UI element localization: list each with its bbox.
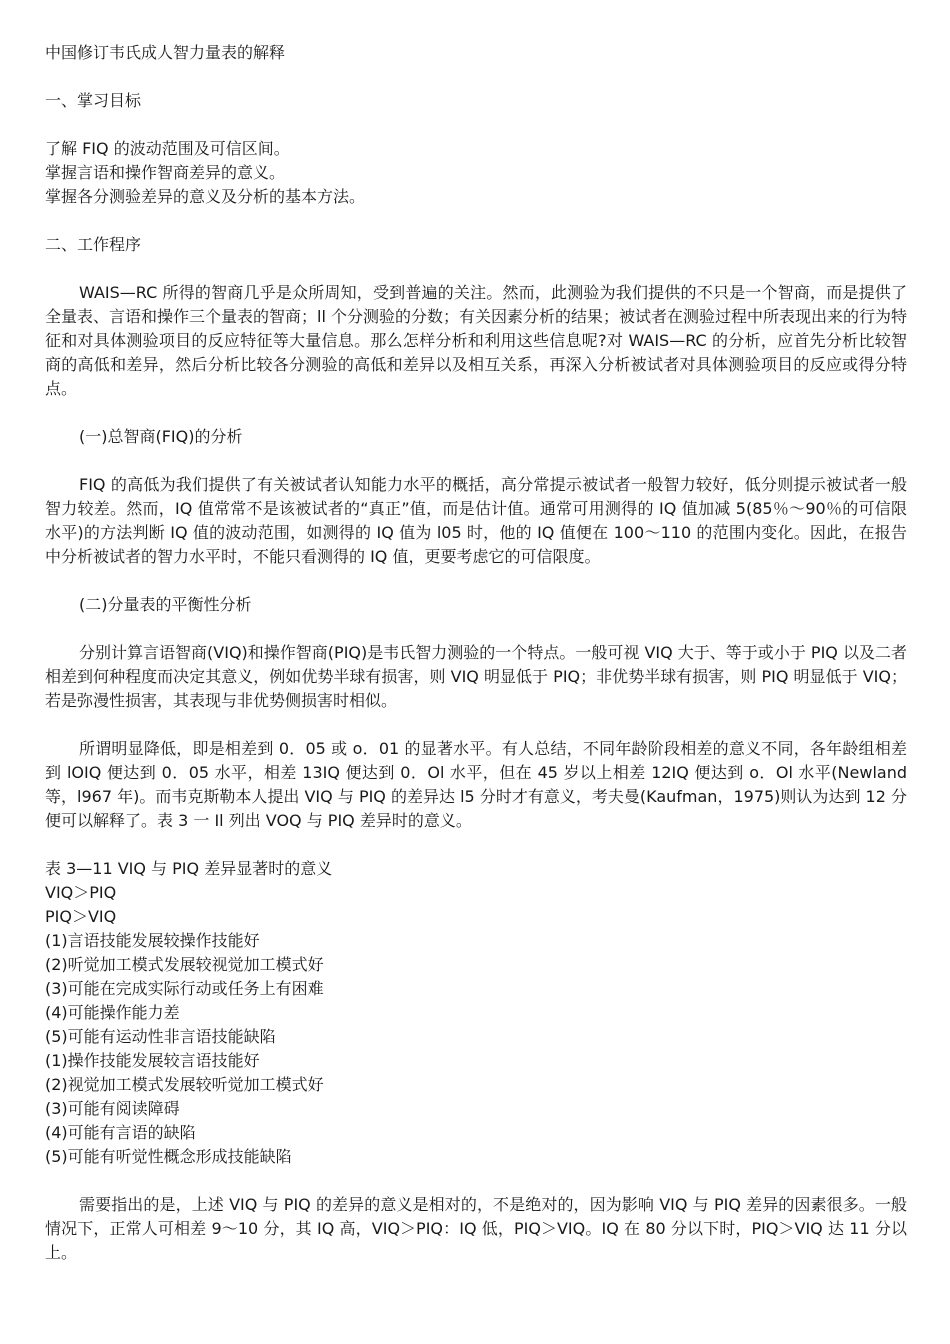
goals-heading: 一、掌习目标 bbox=[45, 91, 142, 110]
procedure-heading: 二、工作程序 bbox=[45, 235, 142, 254]
document-page bbox=[45, 41, 907, 1265]
table-col1-header: VIQ＞PIQ bbox=[45, 883, 117, 902]
table-cell: (3)可能有阅读障碍 bbox=[45, 1099, 180, 1118]
goal-item: 掌握各分测验差异的意义及分析的基本方法。 bbox=[45, 187, 366, 206]
fiq-subheading: (一)总智商(FIQ)的分析 bbox=[79, 427, 243, 446]
balance-subheading: (二)分量表的平衡性分析 bbox=[79, 595, 252, 614]
table-cell: (2)听觉加工模式发展较视觉加工模式好 bbox=[45, 955, 324, 974]
table-cell: (1)言语技能发展较操作技能好 bbox=[45, 931, 260, 950]
table-cell: (3)可能在完成实际行动或任务上有困难 bbox=[45, 979, 324, 998]
fiq-paragraph: FIQ 的高低为我们提供了有关被试者认知能力水平的概括，高分常提示被试者一般智力较好，低分则提示被试者一般智力较差。然而，IQ 值常常不是该被试者的“真正”值，而是估计值。通常可用测得的 IQ 值加减 5(85％～90％的可信限水平)的方法判断 IQ 值的波动范围，如测得的 IQ 值为 l05 时，他的 IQ 值便在 100～110 的范围内变化。因此，在报告中分析被试者的智力水平时，不能只看测得的 IQ 值，更要考虑它的可信限度。 bbox=[45, 475, 907, 566]
table-cell: (5)可能有听觉性概念形成技能缺陷 bbox=[45, 1147, 292, 1166]
balance-paragraph-1: 分别计算言语智商(VIQ)和操作智商(PIQ)是韦氏智力测验的一个特点。一般可视 VIQ 大于、等于或小于 PIQ 以及二者相差到何种程度而决定其意义，例如优势半球有损害，则 VIQ 明显低于 PIQ；非优势半球有损害，则 PIQ 明显低于 VIQ；若是弥漫性损害，其表现与非优势侧损害时相似。 bbox=[45, 643, 907, 710]
goal-item: 掌握言语和操作智商差异的意义。 bbox=[45, 163, 286, 182]
table-col2-header: PIQ＞VIQ bbox=[45, 907, 117, 926]
procedure-intro-paragraph: WAIS—RC 所得的智商几乎是众所周知，受到普遍的关注。然而，此测验为我们提供的不只是一个智商，而是提供了全量表、言语和操作三个量表的智商；ll 个分测验的分数；有关因素分析的结果；被试者在测验过程中所表现出来的行为特征和对具体测验项目的反应特征等大量信息。那么怎样分析和利用这些信息呢?对 WAIS—RC 的分析，应首先分析比较智商的高低和差异，然后分析比较各分测验的高低和差异以及相互关系，再深入分析被试者对具体测验项目的反应或得分特点。 bbox=[45, 283, 907, 398]
goal-item: 了解 FIQ 的波动范围及可信区间。 bbox=[45, 139, 290, 158]
comparison-table bbox=[45, 857, 907, 1169]
table-cell: (5)可能有运动性非言语技能缺陷 bbox=[45, 1027, 276, 1046]
document-title: 中国修订韦氏成人智力量表的解释 bbox=[45, 43, 286, 62]
table-cell: (1)操作技能发展较言语技能好 bbox=[45, 1051, 260, 1070]
table-cell: (4)可能操作能力差 bbox=[45, 1003, 180, 1022]
table-caption: 表 3—11 VIQ 与 PIQ 差异显著时的意义 bbox=[45, 859, 333, 878]
table-cell: (2)视觉加工模式发展较听觉加工模式好 bbox=[45, 1075, 324, 1094]
conclusion-paragraph: 需要指出的是，上述 VIQ 与 PIQ 的差异的意义是相对的，不是绝对的，因为影响 VIQ 与 PIQ 差异的因素很多。一般情况下，正常人可相差 9～10 分，其 IQ 高，VIQ＞PIQ：IQ 低，PIQ＞VIQ。IQ 在 80 分以下时，PIQ＞VIQ 达 11 分以上。 bbox=[45, 1195, 907, 1262]
table-cell: (4)可能有言语的缺陷 bbox=[45, 1123, 196, 1142]
balance-paragraph-2: 所谓明显降低，即是相差到 0．05 或 o．01 的显著水平。有人总结，不同年龄阶段相差的意义不同，各年龄组相差到 lOIQ 便达到 0．05 水平，相差 13IQ 便达到 0．Ol 水平，但在 45 岁以上相差 12IQ 便达到 o．Ol 水平(Newland 等，l967 年)。而韦克斯勒本人提出 VIQ 与 PIQ 的差异达 l5 分时才有意义，考夫曼(Kaufman，1975)则认为达到 12 分便可以解释了。表 3 一 Il 列出 VOQ 与 PIQ 差异时的意义。 bbox=[45, 739, 907, 830]
